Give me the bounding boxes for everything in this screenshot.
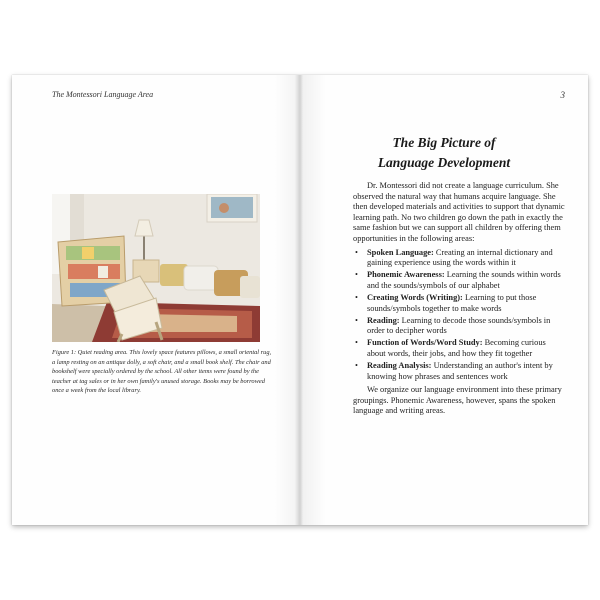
language-areas-list — [353, 248, 565, 383]
list-item — [353, 293, 565, 314]
list-item-text: Learning to put those sounds/symbols together to make words — [367, 292, 537, 313]
list-item-text: Learning the sounds within words and the sounds/symbols of our alphabet — [367, 270, 561, 290]
list-item-term: Reading: — [367, 315, 400, 325]
list-item — [353, 270, 565, 291]
intro-paragraph: Dr. Montessori did not create a language curriculum. She observed the natural way that humans acquire language. She then developed materials and activities to support that dynamic learning path. No two children go down the path in exactly the same fashion but we can support all children by offering them opportunities in the following areas: — [353, 181, 565, 243]
left-page — [12, 75, 300, 525]
list-item — [353, 316, 565, 337]
bullet-icon: • — [355, 315, 358, 325]
body-text — [353, 181, 565, 417]
list-item-term: Spoken Language: — [367, 247, 434, 257]
list-item-text: Creating an internal dictionary and gaining experience using the words within it — [367, 247, 553, 268]
book-spread — [12, 75, 588, 525]
list-item-text: Becoming curious about words, their jobs, and how they fit together — [367, 338, 546, 358]
chapter-title-line-1: The Big Picture of — [392, 135, 496, 150]
right-page — [300, 75, 588, 525]
bullet-icon: • — [355, 338, 358, 348]
bullet-icon: • — [355, 270, 358, 280]
figure-caption: Figure 1: Quiet reading area. This lovely space features pillows, a small oriental rug, a lamp resting on an antique dolly, a soft chair, and a small book shelf. The chair and bookshelf were specially ordered by the school. All other items were found by the teacher at tag sales or in her own family's unused storage. Books may be borrowed once a week from the local library. — [52, 349, 272, 395]
page-number: 3 — [560, 90, 565, 100]
list-item-term: Reading Analysis: — [367, 361, 432, 370]
chapter-title-line-2: Language Development — [377, 155, 511, 170]
list-item-term: Phonemic Awareness: — [367, 270, 445, 280]
list-item-text: Learning to decode those sounds/symbols in order to decipher words — [367, 315, 551, 336]
bullet-icon: • — [355, 361, 358, 370]
running-head: The Montessori Language Area — [52, 90, 154, 99]
bullet-icon: • — [355, 247, 358, 257]
list-item-term: Function of Words/Word Study: — [367, 338, 483, 348]
list-item-term: Creating Words (Writing): — [367, 292, 463, 302]
list-item — [353, 338, 565, 359]
reading-area-photo — [52, 194, 260, 342]
chapter-title — [300, 133, 588, 173]
bullet-icon: • — [355, 292, 358, 302]
list-item-text: Understanding an author's intent by knowing how phrases and sentences work — [367, 361, 553, 381]
list-item — [353, 361, 565, 382]
list-item — [353, 248, 565, 269]
closing-paragraph: We organize our language environment into these primary groupings. Phonemic Awareness, however, spans the spoken language and writing areas. — [353, 385, 562, 416]
